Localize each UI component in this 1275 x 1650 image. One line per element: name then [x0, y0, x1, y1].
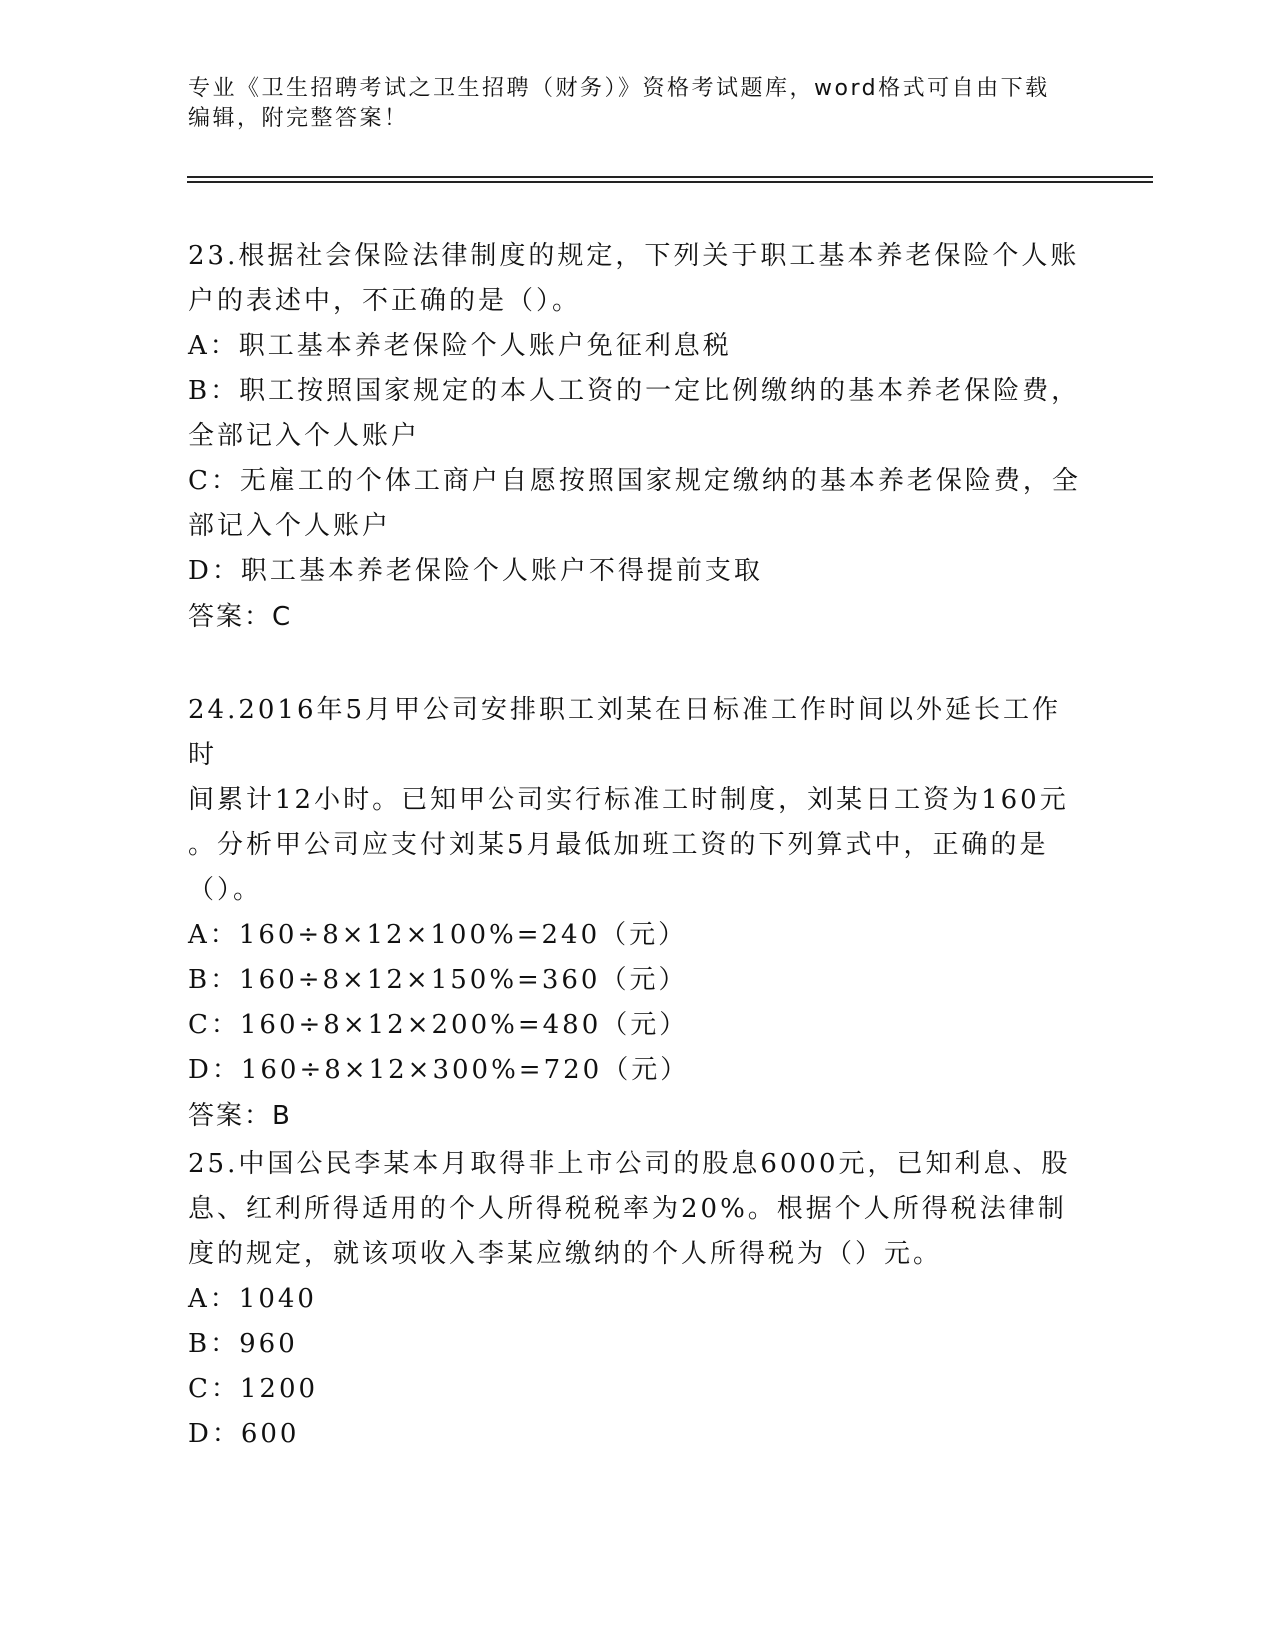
header-divider-bottom	[187, 181, 1153, 183]
question-24	[188, 688, 1088, 1139]
question-23	[188, 234, 1088, 640]
document-header	[188, 74, 1088, 134]
question-stem-line: （）。	[188, 875, 263, 905]
option-d: D：职工基本养老保险个人账户不得提前支取	[188, 556, 763, 586]
option-c: C：无雇工的个体工商户自愿按照国家规定缴纳的基本养老保险费，全	[188, 466, 1081, 496]
option-a: A：160÷8×12×100%=240（元）	[188, 920, 688, 950]
question-25	[188, 1142, 1088, 1457]
question-stem-line: 23.根据社会保险法律制度的规定，下列关于职工基本养老保险个人账	[188, 241, 1080, 271]
option-d: D：600	[188, 1419, 300, 1449]
option-b: B：960	[188, 1329, 298, 1359]
option-b: B：160÷8×12×150%=360（元）	[188, 965, 688, 995]
question-stem-line: 24.2016年5月甲公司安排职工刘某在日标准工作时间以外延长工作时	[188, 695, 1062, 770]
option-c-continued: 部记入个人账户	[188, 511, 392, 541]
option-a: A：1040	[188, 1284, 317, 1314]
question-stem-line: 间累计12小时。已知甲公司实行标准工时制度，刘某日工资为160元	[188, 785, 1069, 815]
answer-label: 答案：B	[188, 1101, 292, 1131]
option-a: A：职工基本养老保险个人账户免征利息税	[188, 331, 732, 361]
header-divider-top	[187, 176, 1153, 178]
question-stem-line: 。分析甲公司应支付刘某5月最低加班工资的下列算式中，正确的是	[188, 830, 1049, 860]
option-c: C：160÷8×12×200%=480（元）	[188, 1010, 689, 1040]
header-line-1: 专业《卫生招聘考试之卫生招聘（财务）》资格考试题库，word格式可自由下载	[188, 76, 1050, 101]
option-c: C：1200	[188, 1374, 319, 1404]
question-stem-line: 息、红利所得适用的个人所得税税率为20%。根据个人所得税法律制	[188, 1194, 1067, 1224]
question-stem-line: 25.中国公民李某本月取得非上市公司的股息6000元，已知利息、股	[188, 1149, 1071, 1179]
question-stem-line: 户的表述中，不正确的是（）。	[188, 286, 582, 316]
answer-label: 答案：C	[188, 602, 293, 632]
option-b: B：职工按照国家规定的本人工资的一定比例缴纳的基本养老保险费，	[188, 376, 1081, 406]
header-line-2: 编辑，附完整答案！	[188, 106, 409, 131]
option-d: D：160÷8×12×300%=720（元）	[188, 1055, 690, 1085]
option-b-continued: 全部记入个人账户	[188, 421, 421, 451]
question-stem-line: 度的规定，就该项收入李某应缴纳的个人所得税为（）元。	[188, 1239, 943, 1269]
